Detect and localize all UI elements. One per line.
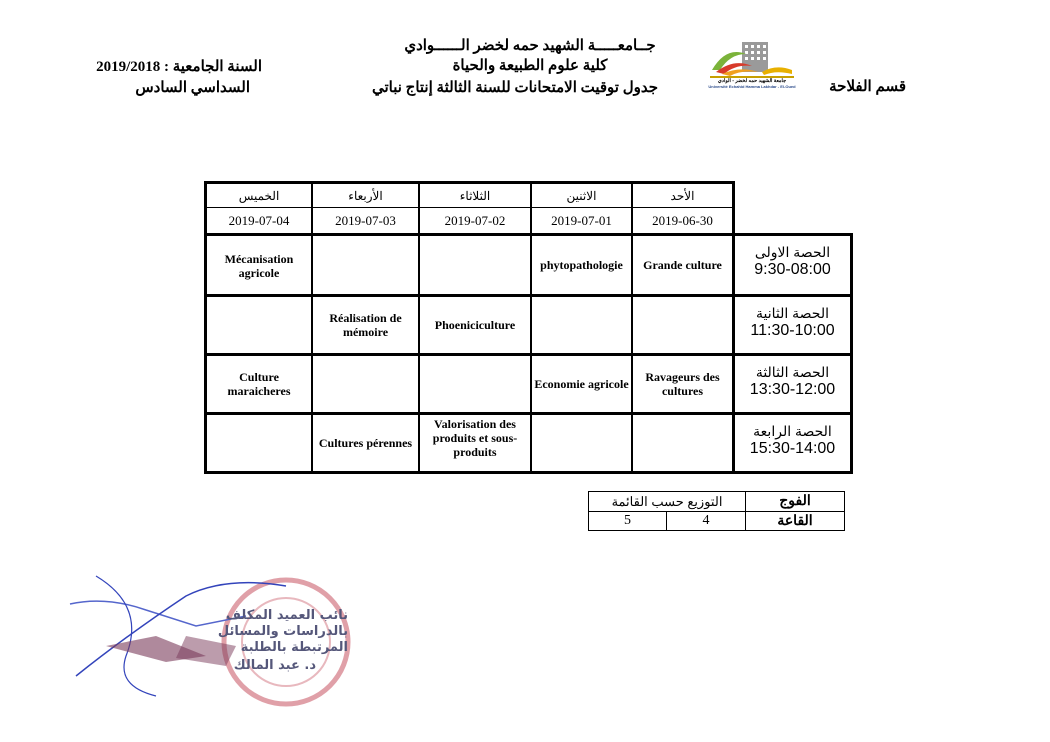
department-name: قسم الفلاحة [829,79,906,95]
exam-cell: phytopathologie [540,258,623,272]
table-border [844,491,845,531]
table-border [204,471,853,474]
slot-name: الحصة الثانية [755,305,829,321]
slot-label-2 [735,297,850,353]
faculty-name: كلية علوم الطبيعة والحياة [452,58,608,74]
exam-cell [207,415,311,471]
slot-time: 11:30-10:00 [750,322,835,339]
exam-cell: Mécanisation agricole [224,252,294,280]
room-label: القاعة [777,513,813,529]
date-tuesday: 2019-07-02 [444,212,506,228]
date-sunday: 2019-06-30 [652,212,713,228]
exam-cell: Valorisation des produits et sous-produits [432,417,518,459]
exam-cell [207,297,311,353]
exam-cell: Grande culture [643,258,722,272]
exam-cell: Ravageurs des cultures [645,370,720,398]
group-label: الفوج [779,494,811,509]
date-wednesday: 2019-07-03 [335,212,396,228]
exam-cell [313,236,418,294]
slot-time: 9:30-08:00 [754,261,831,278]
room-distribution-table [588,491,845,531]
exam-cell: Culture maraicheres [227,370,291,398]
exam-cell: Economie agricole [534,377,629,391]
university-logo [706,40,798,90]
signature-stamp-area [66,566,356,714]
slot-label-4 [735,415,850,471]
slot-label-1 [735,236,850,294]
table-border [588,530,845,531]
exam-cell [420,356,530,412]
university-name: جــامعـــــة الشهيد حمه لخضر الــــــوادي [404,38,656,54]
slot-time: 15:30-14:00 [749,440,836,457]
exam-cell [532,297,631,353]
exam-cell [633,297,732,353]
exam-cell: Réalisation de mémoire [329,311,402,339]
room-value: 5 [624,513,631,528]
exam-cell [313,356,418,412]
exam-cell [532,415,631,471]
slot-name: الحصة الاولى [754,244,831,260]
day-header-tuesday: الثلاثاء [459,188,491,203]
group-distribution: التوزيع حسب القائمة [611,493,723,509]
day-header-monday: الاثنين [566,188,597,203]
semester: السداسي السادس [135,80,250,96]
academic-year: السنة الجامعية : 2019/2018 [96,59,262,75]
exam-cell [633,415,732,471]
exam-cell: Cultures pérennes [318,436,413,450]
slot-name: الحصة الرابعة [753,423,832,439]
logo-caption: جامعة الشهيد حمه لخضر - الوادي [717,78,787,84]
logo-caption-latin: Université Echahid Hamma Lakhdar - El-Oued [708,84,796,89]
signatory-title: نائب العميد المكلف بالدراسات والمسائل المرتبطة بالطلبة [217,608,348,655]
date-monday: 2019-07-01 [551,212,612,228]
exam-schedule-title: جدول توقيت الامتحانات للسنة الثالثة إنتاج نباتي [371,80,659,96]
date-thursday: 2019-07-04 [228,212,290,228]
exam-cell: Phoeniciculture [434,318,516,332]
signatory-name: د. عبد المالك [233,658,316,673]
slot-label-3 [735,356,850,412]
room-value: 4 [702,513,710,528]
day-header-sunday: الأحد [670,188,695,203]
slot-time: 13:30-12:00 [749,381,836,398]
exam-schedule-table [204,181,853,474]
day-header-thursday: الخميس [238,188,280,203]
day-header-wednesday: الأربعاء [348,188,383,203]
exam-cell [420,236,530,294]
slot-name: الحصة الثالثة [755,364,830,380]
